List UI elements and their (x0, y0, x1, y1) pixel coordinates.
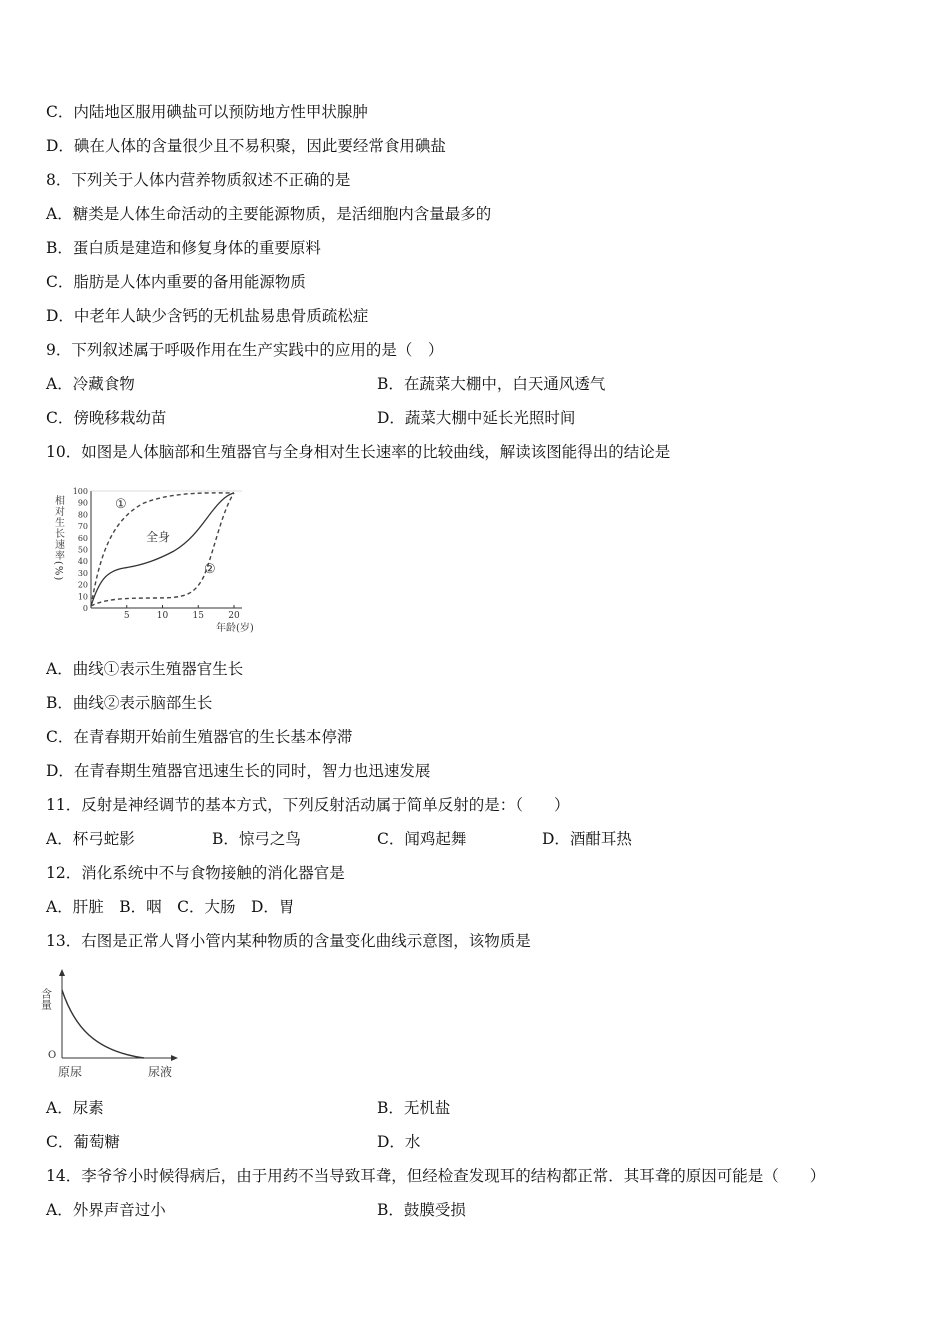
question-9-option-c: C．傍晚移栽幼苗 (46, 409, 167, 427)
growth-y-tick: 0 (82, 604, 88, 613)
growth-y-tick: 80 (77, 510, 88, 520)
content-x-start: 原尿 (58, 1065, 83, 1079)
prev-option-d: D．碘在人体的含量很少且不易积聚，因此要经常食用碘盐 (46, 137, 446, 155)
growth-x-tick: 15 (192, 611, 204, 621)
curve-1-label: ① (115, 497, 127, 512)
question-13-stem: 13．右图是正常人肾小管内某种物质的含量变化曲线示意图，该物质是 (46, 932, 531, 950)
question-12-options: A．肝脏 B．咽 C．大肠 D．胃 (46, 898, 295, 916)
question-8-option-d: D．中老年人缺少含钙的无机盐易患骨质疏松症 (46, 307, 369, 325)
growth-x-tick: 10 (156, 611, 169, 621)
growth-ylabel: 相对生长速率(%) (52, 495, 64, 582)
growth-x-ticks (124, 605, 240, 621)
question-13-option-d: D．水 (377, 1133, 421, 1151)
question-11-option-b: B．惊弓之鸟 (212, 830, 301, 848)
question-11-option-d: D．酒酣耳热 (542, 830, 632, 848)
content-x-end: 尿液 (148, 1065, 173, 1079)
question-14-option-a: A．外界声音过小 (46, 1201, 166, 1219)
question-8-option-b: B．蛋白质是建造和修复身体的重要原料 (46, 239, 321, 257)
question-10-stem: 10．如图是人体脑部和生殖器官与全身相对生长速率的比较曲线，解读该图能得出的结论是 (46, 443, 671, 461)
question-10-option-b: B．曲线②表示脑部生长 (46, 694, 213, 712)
question-13-option-c: C．葡萄糖 (46, 1133, 120, 1151)
growth-y-tick: 40 (77, 557, 88, 567)
curve-body-label: 全身 (146, 530, 171, 544)
question-14-stem: 14．李爷爷小时候得病后，由于用药不当导致耳聋，但经检查发现耳的结构都正常．其耳聋的原因可能是（ ） (46, 1167, 826, 1185)
curve-2-label: ② (204, 562, 216, 577)
growth-y-tick: 20 (77, 580, 88, 590)
growth-y-tick: 90 (77, 498, 88, 508)
question-13-option-a: A．尿素 (46, 1099, 104, 1117)
content-curve-figure (39, 966, 194, 1082)
question-10-option-c: C．在青春期开始前生殖器官的生长基本停滞 (46, 728, 353, 746)
growth-y-tick: 100 (72, 487, 88, 496)
question-9-option-d: D．蔬菜大棚中延长光照时间 (377, 409, 576, 427)
question-14-option-b: B．鼓膜受损 (377, 1201, 466, 1219)
growth-x-tick: 20 (228, 611, 240, 621)
prev-option-c: C．内陆地区服用碘盐可以预防地方性甲状腺肿 (46, 103, 368, 121)
question-11-option-c: C．闻鸡起舞 (377, 830, 467, 848)
growth-y-tick: 10 (77, 592, 88, 602)
content-origin: O (48, 1050, 57, 1061)
growth-xlabel: 年龄(岁) (216, 623, 254, 634)
question-13-option-b: B．无机盐 (377, 1099, 451, 1117)
content-ylabel: 含量 (39, 988, 53, 1010)
question-9-option-b: B．在蔬菜大棚中，白天通风透气 (377, 375, 606, 393)
question-11-option-a: A．杯弓蛇影 (46, 830, 135, 848)
growth-x-tick: 5 (123, 611, 130, 621)
question-11-stem: 11．反射是神经调节的基本方式，下列反射活动属于简单反射的是：（ ） (46, 796, 570, 814)
question-9-option-a: A．冷藏食物 (46, 375, 135, 393)
question-8-stem: 8．下列关于人体内营养物质叙述不正确的是 (46, 171, 351, 189)
question-8-option-c: C．脂肪是人体内重要的备用能源物质 (46, 273, 306, 291)
content-decay-curve (62, 990, 144, 1058)
growth-y-tick: 60 (77, 533, 88, 543)
growth-y-tick: 30 (77, 568, 88, 578)
growth-y-tick: 70 (77, 522, 88, 532)
growth-rate-figure (44, 481, 272, 639)
question-12-stem: 12．消化系统中不与食物接触的消化器官是 (46, 864, 345, 882)
growth-y-tick: 50 (77, 545, 88, 555)
question-8-option-a: A．糖类是人体生命活动的主要能源物质，是活细胞内含量最多的 (46, 205, 492, 223)
question-9-stem: 9．下列叙述属于呼吸作用在生产实践中的应用的是（ ） (46, 341, 444, 359)
question-10-option-d: D．在青春期生殖器官迅速生长的同时，智力也迅速发展 (46, 762, 431, 780)
growth-y-ticks (73, 487, 88, 613)
question-10-option-a: A．曲线①表示生殖器官生长 (46, 660, 244, 678)
